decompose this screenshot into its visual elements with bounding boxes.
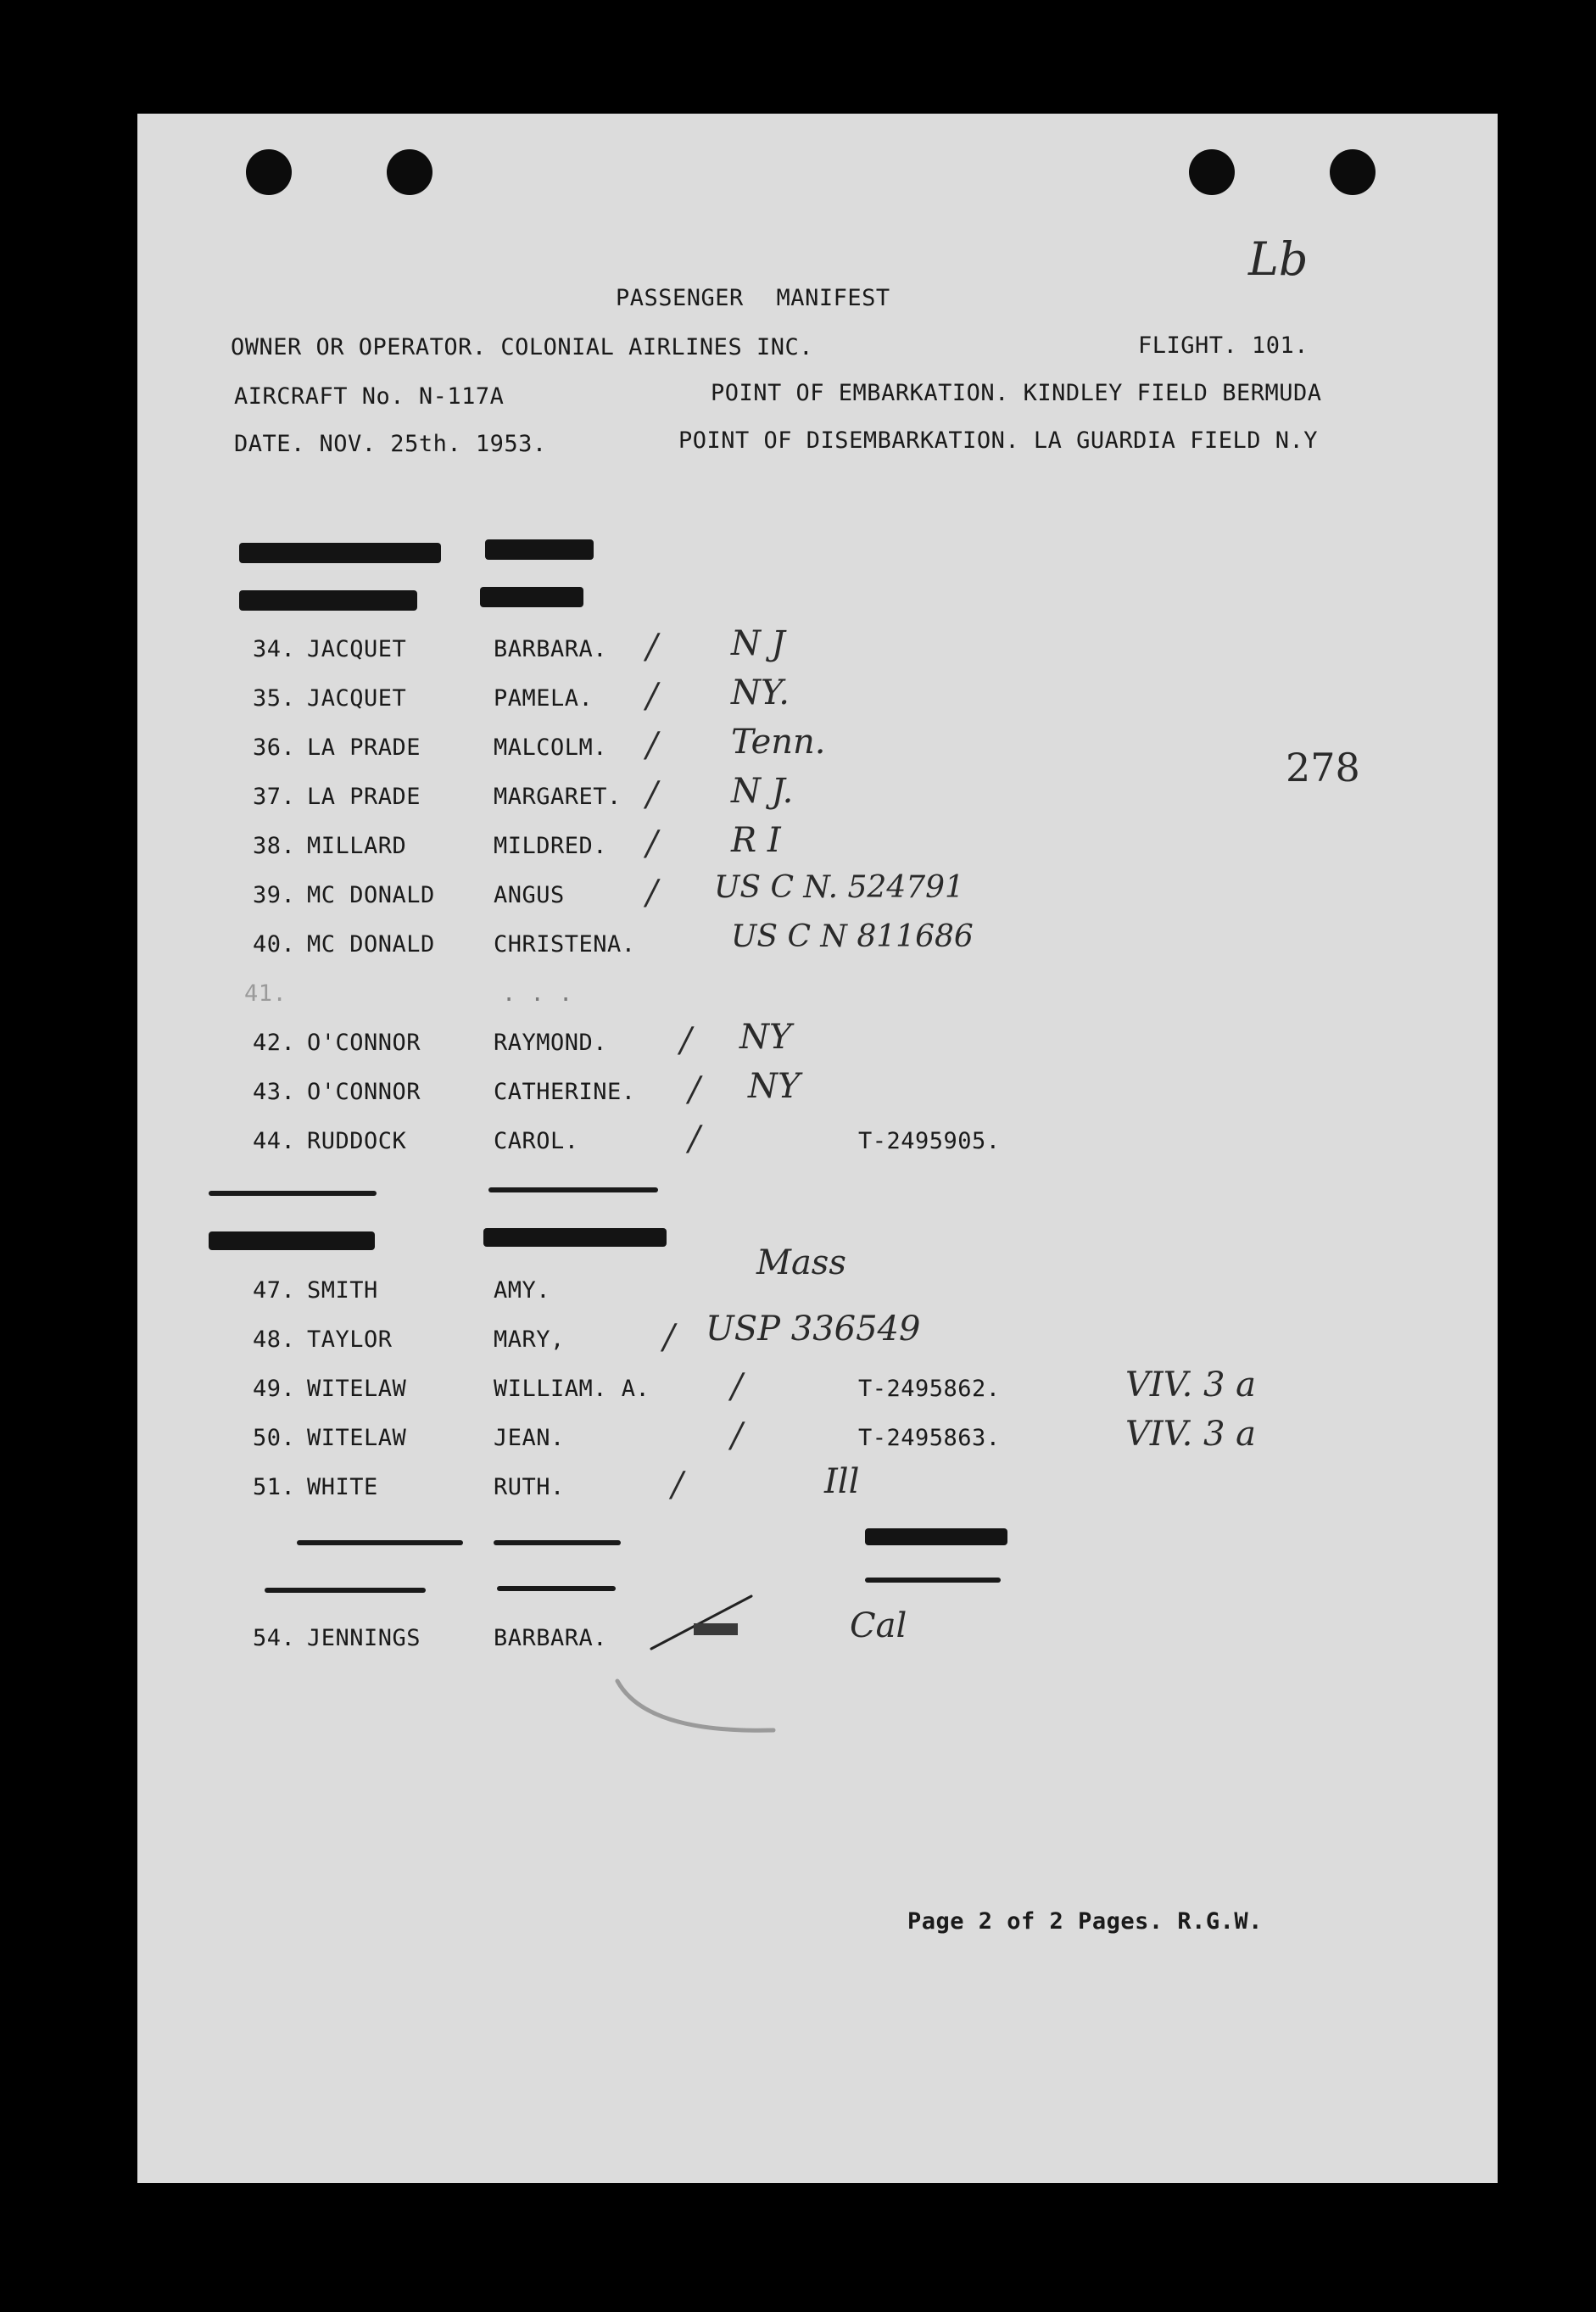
- passenger-surname: RUDDOCK: [307, 1128, 407, 1154]
- manifest-page: [137, 114, 1498, 2183]
- passenger-given-name: CAROL.: [494, 1128, 579, 1154]
- passenger-row: [137, 1462, 1498, 1516]
- residence-note: NY: [748, 1067, 801, 1106]
- passenger-number: 38.: [253, 833, 296, 859]
- redaction-bar: [485, 539, 594, 560]
- residence-note: US C N. 524791: [714, 870, 964, 905]
- redaction-bar: [239, 590, 417, 611]
- disembarkation-line: POINT OF DISEMBARKATION. LA GUARDIA FIELD N.Y: [678, 427, 1318, 454]
- handwritten-note: VIV. 3 a: [1125, 1365, 1257, 1405]
- passenger-row: [137, 1067, 1498, 1121]
- passenger-number: 51.: [253, 1474, 296, 1500]
- residence-note: N J: [731, 624, 785, 663]
- residence-note: Ill: [824, 1462, 860, 1501]
- punch-hole-2: [387, 149, 432, 195]
- passenger-surname: MC DONALD: [307, 931, 435, 958]
- passenger-row: [137, 1365, 1498, 1418]
- check-mark: /: [646, 726, 658, 765]
- passenger-surname: WITELAW: [307, 1425, 407, 1451]
- passenger-row: [137, 673, 1498, 728]
- passenger-given-name: WILLIAM. A.: [494, 1376, 650, 1402]
- passenger-row: [137, 821, 1498, 875]
- page-footer: Page 2 of 2 Pages. R.G.W.: [907, 1908, 1263, 1935]
- punch-hole-1: [246, 149, 292, 195]
- passenger-number: 40.: [253, 931, 296, 958]
- handwritten-note: VIV. 3 a: [1125, 1415, 1257, 1454]
- check-mark: /: [689, 1120, 700, 1159]
- residence-note: N J.: [731, 772, 794, 811]
- passenger-given-name: CATHERINE.: [494, 1079, 636, 1105]
- owner-line: OWNER OR OPERATOR. COLONIAL AIRLINES INC.: [231, 334, 813, 360]
- check-mark: /: [646, 775, 658, 814]
- check-mark: /: [663, 1318, 675, 1357]
- passenger-row: [137, 1120, 1498, 1170]
- check-mark: /: [672, 1466, 684, 1505]
- check-mark: /: [646, 824, 658, 863]
- crossed-out-entry: [646, 1588, 756, 1656]
- date-line: DATE. NOV. 25th. 1953.: [234, 431, 547, 457]
- punch-hole-4: [1330, 149, 1376, 195]
- passenger-given-name: BARBARA.: [494, 636, 608, 662]
- stamp-number: 278: [1286, 745, 1360, 790]
- passenger-surname: WITELAW: [307, 1376, 407, 1402]
- passenger-given-name: JEAN.: [494, 1425, 565, 1451]
- residence-note: US C N 811686: [731, 919, 974, 954]
- passenger-row: [137, 870, 1498, 924]
- passenger-number: 42.: [253, 1030, 296, 1056]
- strike-through-line: [494, 1540, 621, 1545]
- aircraft-line: AIRCRAFT No. N-117A: [234, 383, 505, 410]
- check-mark: /: [646, 677, 658, 716]
- passenger-row: [137, 1606, 1498, 1667]
- redaction-bar: [480, 587, 583, 607]
- flight-number: FLIGHT. 101.: [1138, 332, 1309, 359]
- ticket-number: T-2495905.: [858, 1128, 1001, 1154]
- redaction-bar: [483, 1228, 667, 1247]
- passenger-surname: LA PRADE: [307, 734, 421, 761]
- passenger-number: 43.: [253, 1079, 296, 1105]
- strike-through-line: [488, 1187, 658, 1192]
- passenger-given-name: MARY,: [494, 1326, 565, 1353]
- passenger-surname: LA PRADE: [307, 784, 421, 810]
- passenger-number: 35.: [253, 685, 296, 712]
- redaction-bar: [209, 1231, 375, 1250]
- passenger-given-name: MALCOLM.: [494, 734, 608, 761]
- passenger-given-name: RAYMOND.: [494, 1030, 608, 1056]
- passenger-row: [137, 1415, 1498, 1467]
- passenger-surname: WHITE: [307, 1474, 378, 1500]
- passenger-given-name: PAMELA.: [494, 685, 594, 712]
- residence-note: USP 336549: [706, 1310, 921, 1349]
- blank-entry-dots: . . .: [502, 980, 573, 1007]
- passenger-given-name: MARGARET.: [494, 784, 622, 810]
- check-mark: /: [731, 1367, 743, 1406]
- passenger-given-name: MILDRED.: [494, 833, 608, 859]
- passenger-number: 48.: [253, 1326, 296, 1353]
- redaction-bar: [239, 543, 441, 563]
- passenger-given-name: CHRISTENA.: [494, 931, 636, 958]
- passenger-given-name: ANGUS: [494, 882, 565, 908]
- passenger-given-name: RUTH.: [494, 1474, 565, 1500]
- passenger-row: [137, 772, 1498, 826]
- passenger-surname: SMITH: [307, 1277, 378, 1304]
- passenger-given-name: AMY.: [494, 1277, 551, 1304]
- check-mark: /: [646, 874, 658, 913]
- strike-through-line: [497, 1586, 616, 1591]
- strike-through-line: [209, 1191, 377, 1196]
- ticket-number: T-2495863.: [858, 1425, 1001, 1451]
- strike-through-line: [297, 1540, 463, 1545]
- strike-through-line: [865, 1578, 1001, 1583]
- check-mark: /: [731, 1416, 743, 1455]
- passenger-surname: JACQUET: [307, 636, 407, 662]
- passenger-surname: MC DONALD: [307, 882, 435, 908]
- manifest-title: PASSENGER MANIFEST: [616, 285, 890, 311]
- residence-note: NY: [739, 1018, 792, 1057]
- faint-stamp-arc: [612, 1674, 782, 1751]
- passenger-surname: TAYLOR: [307, 1326, 393, 1353]
- passenger-number: 44.: [253, 1128, 296, 1154]
- passenger-number: 49.: [253, 1376, 296, 1402]
- passenger-row: [137, 1310, 1498, 1369]
- check-mark: /: [689, 1070, 700, 1109]
- embarkation-line: POINT OF EMBARKATION. KINDLEY FIELD BERMUDA: [711, 380, 1322, 406]
- blank-entry-number: 41.: [244, 980, 287, 1007]
- passenger-row: [137, 723, 1498, 777]
- check-mark: /: [646, 628, 658, 667]
- passenger-given-name: BARBARA.: [494, 1625, 608, 1651]
- passenger-surname: MILLARD: [307, 833, 407, 859]
- passenger-number: 37.: [253, 784, 296, 810]
- corner-mark: Lb: [1248, 232, 1309, 286]
- residence-note: Cal: [850, 1606, 907, 1645]
- strike-through-line: [265, 1588, 426, 1593]
- passenger-surname: O'CONNOR: [307, 1030, 421, 1056]
- passenger-row: [137, 919, 1498, 974]
- passenger-number: 50.: [253, 1425, 296, 1451]
- passenger-number: 54.: [253, 1625, 296, 1651]
- punch-hole-3: [1189, 149, 1235, 195]
- passenger-number: 36.: [253, 734, 296, 761]
- passenger-number: 34.: [253, 636, 296, 662]
- residence-note: NY.: [731, 673, 790, 712]
- ticket-number: T-2495862.: [858, 1376, 1001, 1402]
- passenger-surname: O'CONNOR: [307, 1079, 421, 1105]
- check-mark: /: [680, 1021, 692, 1060]
- passenger-row: [137, 624, 1498, 679]
- residence-note: Mass: [756, 1243, 846, 1282]
- residence-note: R I: [731, 821, 781, 860]
- passenger-surname: JENNINGS: [307, 1625, 421, 1651]
- passenger-number: 47.: [253, 1277, 296, 1304]
- passenger-row: [137, 1018, 1498, 1072]
- passenger-surname: JACQUET: [307, 685, 407, 712]
- residence-note: Tenn.: [731, 723, 826, 762]
- redaction-bar: [865, 1528, 1007, 1545]
- passenger-number: 39.: [253, 882, 296, 908]
